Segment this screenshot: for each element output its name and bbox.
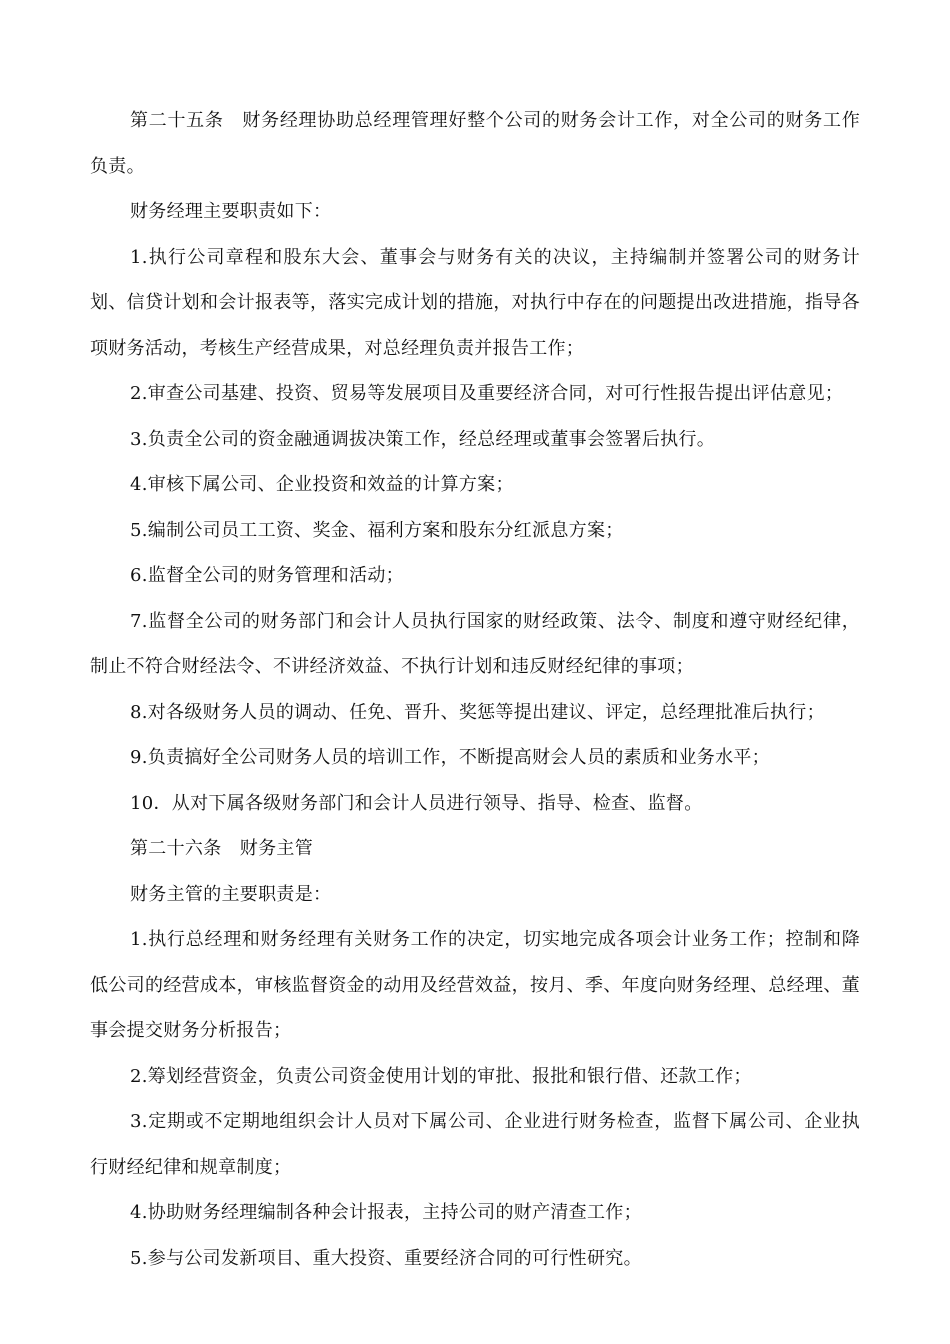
finance-supervisor-duty-1: 1.执行总经理和财务经理有关财务工作的决定，切实地完成各项会计业务工作；控制和降低公司的经营成本，审核监督资金的动用及经营效益，按月、季、年度向财务经理、总经理、董事会提交财务分析报告； <box>90 929 860 1041</box>
finance-manager-duty-7: 7.监督全公司的财务部门和会计人员执行国家的财经政策、法令、制度和遵守财经纪律，制止不符合财经法令、不讲经济效益、不执行计划和违反财经纪律的事项； <box>90 610 860 677</box>
finance-manager-duty-6: 6.监督全公司的财务管理和活动； <box>130 565 404 586</box>
finance-manager-duty-4: 4.审核下属公司、企业投资和效益的计算方案； <box>130 474 514 495</box>
article-25-heading: 第二十五条 财务经理协助总经理管理好整个公司的财务会计工作，对全公司的财务工作负责。 <box>90 110 860 177</box>
finance-supervisor-duties-intro: 财务主管的主要职责是： <box>130 883 332 905</box>
finance-supervisor-duty-5: 5.参与公司发新项目、重大投资、重要经济合同的可行性研究。 <box>130 1247 642 1269</box>
finance-manager-duties-intro: 财务经理主要职责如下： <box>130 201 332 222</box>
finance-manager-duty-3: 3.负责全公司的资金融通调拔决策工作，经总经理或董事会签署后执行。 <box>130 428 716 450</box>
finance-manager-duty-9: 9.负责搞好全公司财务人员的培训工作，不断提高财会人员的素质和业务水平； <box>130 747 770 768</box>
finance-manager-duty-2: 2.审查公司基建、投资、贸易等发展项目及重要经济合同，对可行性报告提出评估意见； <box>130 383 844 404</box>
document-page <box>90 98 860 1281</box>
finance-manager-duty-1: 1.执行公司章程和股东大会、董事会与财务有关的决议，主持编制并签署公司的财务计划、信贷计划和会计报表等，落实完成计划的措施，对执行中存在的问题提出改进措施，指导各项财务活动，考核生产经营成果，对总经理负责并报告工作； <box>90 246 860 359</box>
article-26-heading: 第二十六条 财务主管 <box>130 838 313 859</box>
finance-manager-duty-5: 5.编制公司员工工资、奖金、福利方案和股东分红派息方案； <box>130 519 624 541</box>
finance-supervisor-duty-3: 3.定期或不定期地组织会计人员对下属公司、企业进行财务检查，监督下属公司、企业执行财经纪律和规章制度； <box>90 1111 860 1178</box>
finance-supervisor-duty-2: 2.筹划经营资金，负责公司资金使用计划的审批、报批和银行借、还款工作； <box>130 1065 752 1087</box>
finance-manager-duty-10: 10．从对下属各级财务部门和会计人员进行领导、指导、检查、监督。 <box>130 792 703 814</box>
finance-supervisor-duty-4: 4.协助财务经理编制各种会计报表，主持公司的财产清查工作； <box>130 1202 642 1223</box>
finance-manager-duty-8: 8.对各级财务人员的调动、任免、晋升、奖惩等提出建议、评定，总经理批准后执行； <box>130 701 825 723</box>
